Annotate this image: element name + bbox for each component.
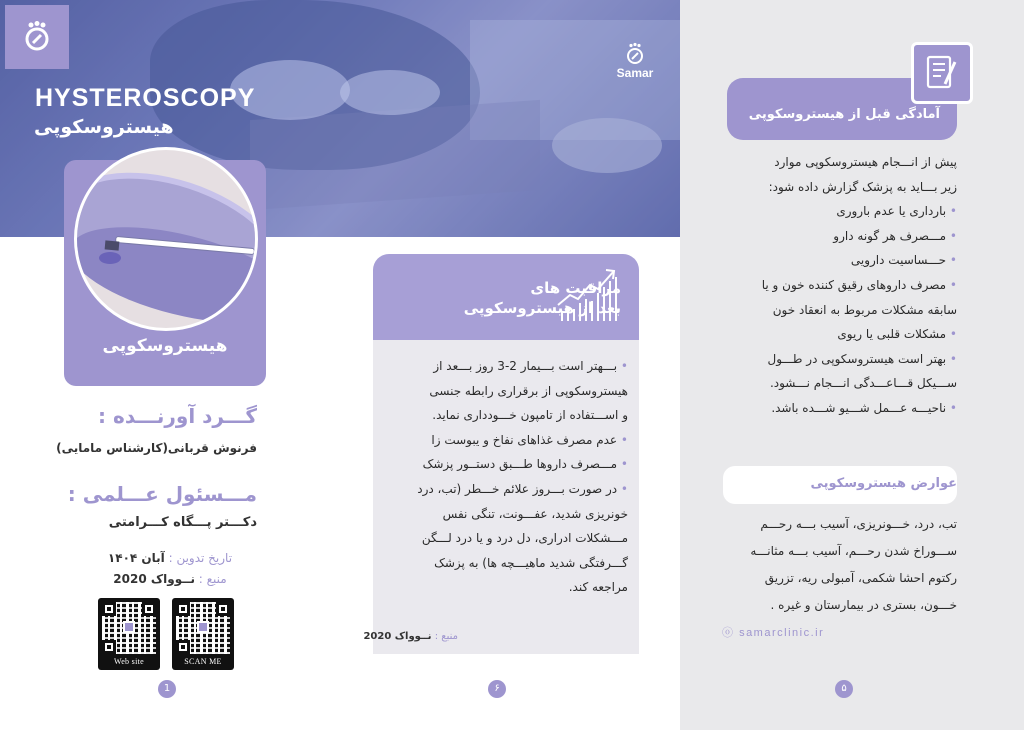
preparation-item-line xyxy=(715,248,957,273)
complications-title: عوارض هیستروسکوپی xyxy=(810,476,957,491)
aftercare-line-text: گـــرفتگی شدید ماهیـــچه ها) به پزشک xyxy=(434,555,628,570)
aftercare-line-text: هیستروسکوپی از برقراری رابطه جنسی xyxy=(429,383,628,398)
preparation-item-line-text: حـــساسیت دارویی xyxy=(850,253,947,268)
qr-caption-website: Web site xyxy=(114,657,144,666)
aftercare-title-line1: مراقبت های xyxy=(530,279,621,297)
preparation-item-line xyxy=(715,396,957,421)
date-value: آبان ۱۴۰۴ xyxy=(107,551,165,565)
source-label: منبع : xyxy=(198,572,227,586)
aftercare-source xyxy=(363,631,458,642)
aftercare-line-text: خونریزی شدید، عفـــونت، تنگی نفس xyxy=(442,506,628,521)
aftercare-line xyxy=(380,575,628,600)
preparation-item-line xyxy=(715,371,957,396)
brand-name: Samar xyxy=(616,66,654,80)
website-qr-code[interactable] xyxy=(98,598,160,670)
preparation-intro-line2: زیر بـــاید به پزشک گزارش داده شود: xyxy=(768,179,957,194)
aftercare-line-text: مـــشکلات ادراری، دل درد و یا درد لـــگن xyxy=(421,531,628,546)
compiler-title: گـــرد آورنـــده : xyxy=(98,404,257,428)
complications-line-text: خـــون، بستری در بیمارستان و غیره . xyxy=(770,598,957,612)
preparation-item-line xyxy=(715,273,957,298)
complications-line xyxy=(715,511,957,538)
aftercare-line xyxy=(380,477,628,502)
complications-line-text: رکتوم احشا شکمی، آمبولی ریه، تزریق xyxy=(764,571,957,585)
bullet-icon: • xyxy=(617,432,628,447)
preparation-text xyxy=(715,150,957,421)
complications-line xyxy=(715,592,957,619)
scan-me-qr-code[interactable] xyxy=(172,598,234,670)
date-label: تاریخ تدوین : xyxy=(168,551,233,565)
bullet-icon: • xyxy=(617,481,628,496)
aftercare-line xyxy=(380,452,628,477)
bullet-icon: • xyxy=(946,400,957,415)
complications-line xyxy=(715,565,957,592)
aftercare-source-label: منبع : xyxy=(434,631,458,642)
complications-line-text: تب، درد، خـــونریزی، آسیب بـــه رحـــم xyxy=(760,517,957,531)
qr-caption-scan-me: SCAN ME xyxy=(184,657,222,666)
preparation-item-line xyxy=(715,224,957,249)
aftercare-line-text: عدم مصرف غذاهای نفاخ و یبوست زا xyxy=(431,432,618,447)
bullet-icon: • xyxy=(946,253,957,268)
preparation-item-line xyxy=(715,298,957,323)
preparation-intro-line1: پیش از انـــجام هیستروسکوپی موارد xyxy=(774,155,957,169)
aftercare-line-text: و اســـتفاده از تامپون خـــودداری نماید. xyxy=(432,408,628,423)
source-line xyxy=(90,572,250,586)
preparation-title: آمادگی قبل از هیستروسکوپی xyxy=(748,107,940,122)
aftercare-line xyxy=(380,379,628,404)
bullet-icon: • xyxy=(946,204,957,219)
aftercare-line xyxy=(380,526,628,551)
samar-logo-icon xyxy=(5,5,69,69)
instagram-handle[interactable] xyxy=(722,624,824,640)
aftercare-source-value: نــوواک 2020 xyxy=(363,631,432,642)
complications-line-text: ســـوراخ شدن رحـــم، آسیب بـــه مثانـــه xyxy=(750,544,957,558)
bullet-icon: • xyxy=(946,277,957,292)
preparation-item-line xyxy=(715,322,957,347)
aftercare-line xyxy=(380,551,628,576)
title-persian: هیستروسکوپی xyxy=(34,116,174,138)
complications-line xyxy=(715,538,957,565)
bullet-icon: • xyxy=(946,351,957,366)
preparation-item-line-text: مشکلات قلبی یا ریوی xyxy=(837,327,947,342)
bullet-icon: • xyxy=(946,228,957,243)
preparation-item-line-text: سابقه مشکلات مربوط به انعقاد خون xyxy=(772,302,957,317)
preparation-item-line-text: ناحیـــه عـــمل شـــیو شـــده باشد. xyxy=(771,400,947,415)
document-edit-icon xyxy=(911,42,973,104)
complications-text xyxy=(715,511,957,619)
source-value: نــوواک 2020 xyxy=(113,572,195,586)
aftercare-line-text: بـــهتر است بـــیمار 2-3 روز بـــعد از xyxy=(433,359,618,373)
preparation-item-line-text: بارداری یا عدم باروری xyxy=(836,204,947,219)
supervisor-name: دکـــتر پـــگاه کـــرامتی xyxy=(108,515,257,530)
samar-brand-icon xyxy=(623,42,647,66)
aftercare-line xyxy=(380,354,628,379)
title-english: HYSTEROSCOPY xyxy=(35,84,256,112)
page-number-right: ۵ xyxy=(835,680,853,698)
preparation-item-line-text: ســـیکل قـــاعـــدگی انـــجام نـــشود. xyxy=(769,376,957,391)
compiler-name: فرنوش قربانی(کارشناس مامایی) xyxy=(56,441,257,455)
aftercare-line-text: مـــصرف داروها طـــبق دستــور پزشک xyxy=(422,457,618,472)
preparation-item-line xyxy=(715,347,957,372)
aftercare-text xyxy=(380,354,628,600)
page-number-middle: ۶ xyxy=(488,680,506,698)
aftercare-title-line2: بعد از هیستروسکوپی xyxy=(463,299,621,317)
instagram-text: samarclinic.ir xyxy=(739,627,825,639)
preparation-item-line-text: بهتر است هیستروسکوپی در طـــول xyxy=(767,351,947,366)
supervisor-title: مـــسئول عـــلمی : xyxy=(67,482,257,506)
aftercare-line xyxy=(380,403,628,428)
bullet-icon: • xyxy=(946,327,957,342)
preparation-item-line-text: مـــصرف هر گونه دارو xyxy=(833,228,947,243)
preparation-item-line xyxy=(715,199,957,224)
date-line xyxy=(90,551,250,565)
aftercare-line xyxy=(380,428,628,453)
bullet-icon: • xyxy=(617,457,628,472)
hysteroscopy-illustration xyxy=(74,147,258,331)
preparation-item-line-text: مصرف داروهای رقیق کننده خون و یا xyxy=(761,277,947,292)
bullet-icon: • xyxy=(617,359,628,373)
aftercare-line xyxy=(380,502,628,527)
page-number-left: 1 xyxy=(158,680,176,698)
aftercare-line-text: مراجعه کند. xyxy=(568,580,628,595)
brand-mark xyxy=(605,42,665,80)
aftercare-line-text: در صورت بـــروز علائم خـــطر (تب، درد xyxy=(417,481,618,496)
instagram-icon: ⓞ xyxy=(722,627,735,639)
card-label: هیستروسکوپی xyxy=(102,336,228,356)
